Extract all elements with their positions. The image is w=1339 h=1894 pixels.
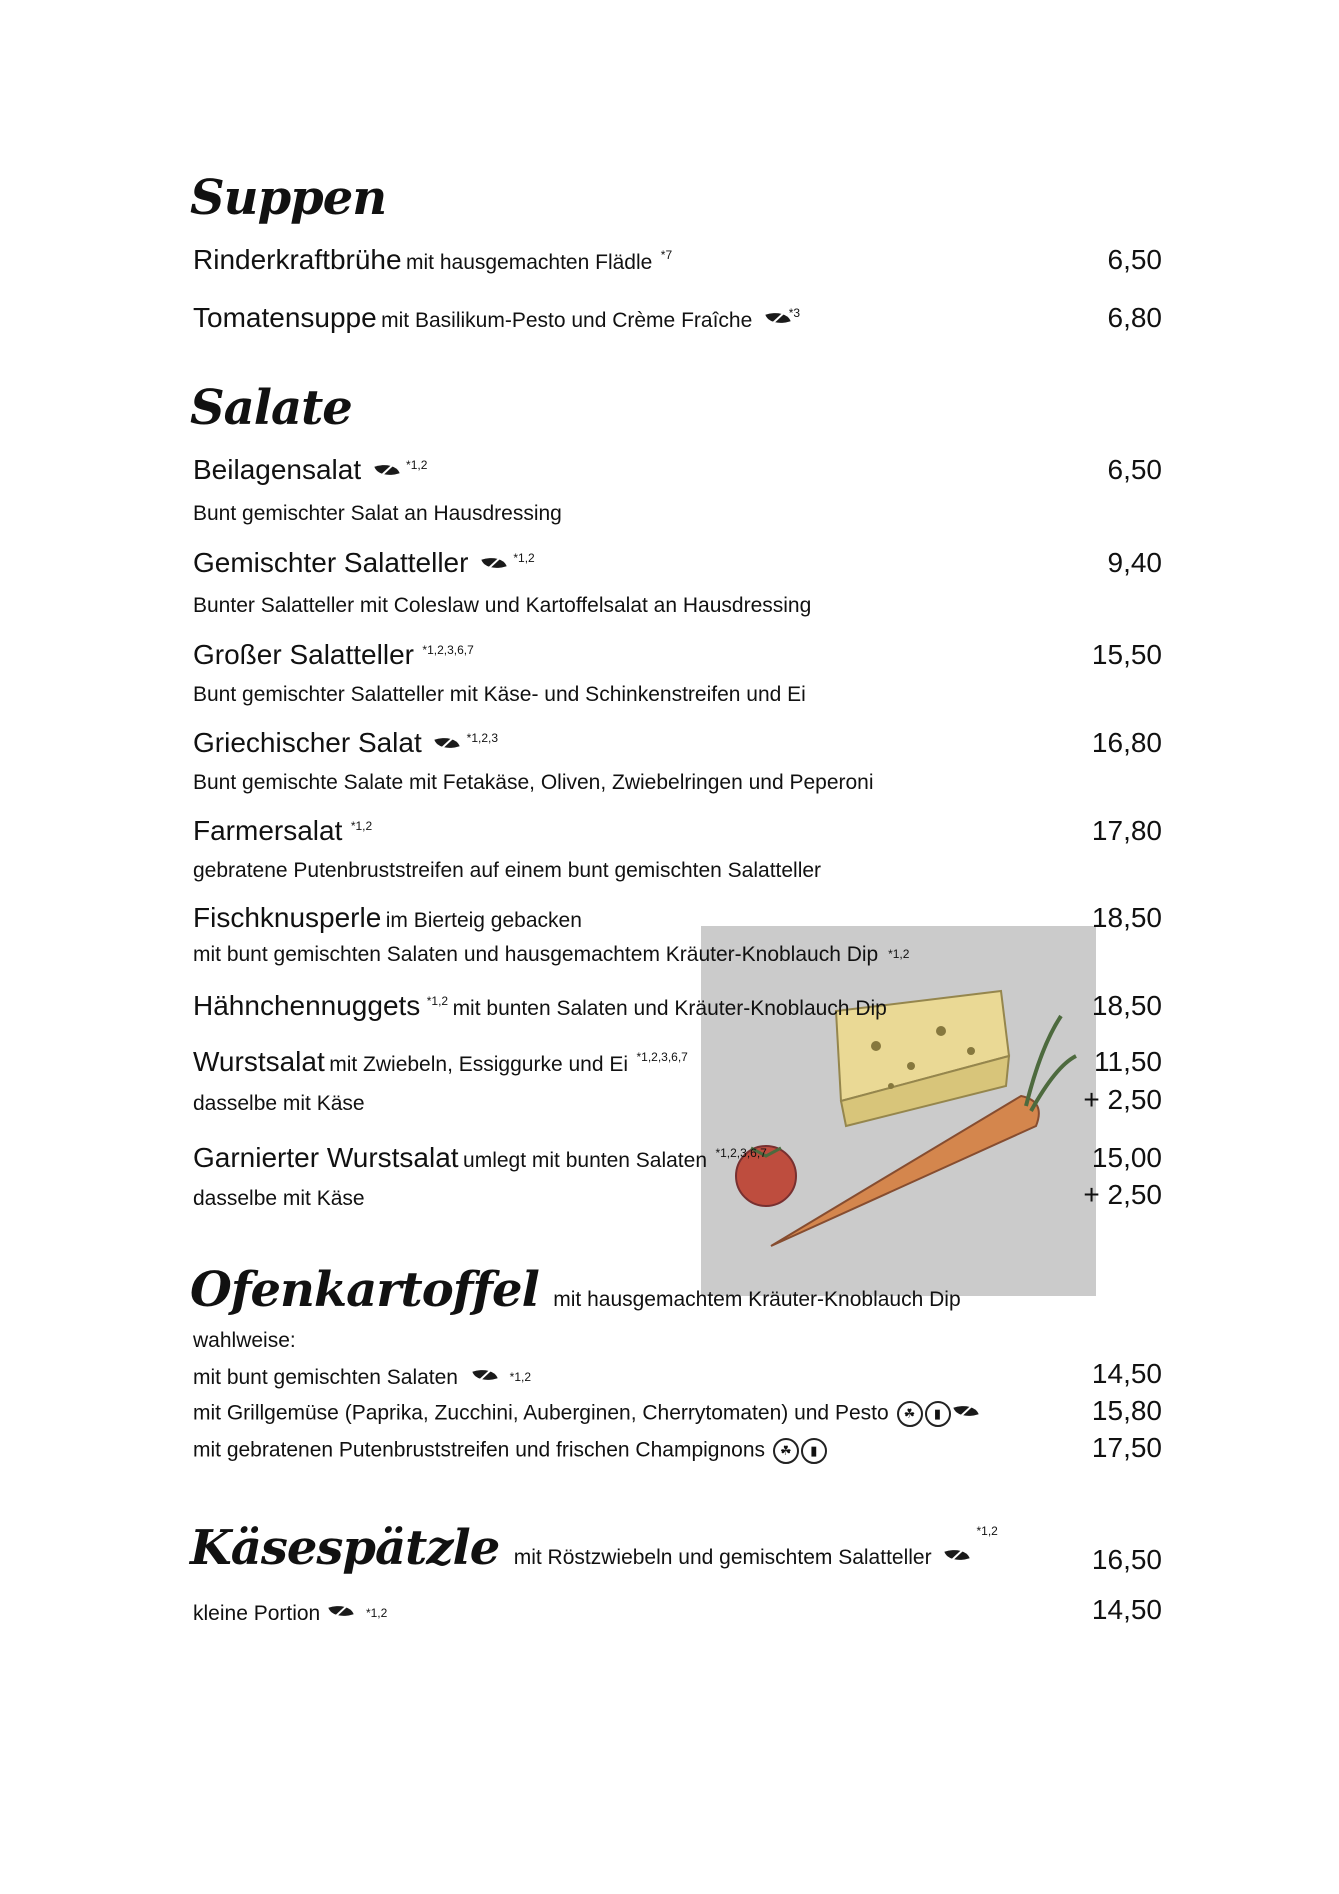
item-description: Bunt gemischter Salat an Hausdressing bbox=[193, 502, 562, 525]
item-price: 15,80 bbox=[1091, 1395, 1162, 1426]
leaf-icon bbox=[953, 1400, 978, 1420]
section-title-kaesespaetzle: Käsespätzle bbox=[190, 1520, 500, 1576]
menu-item-farmersalat bbox=[193, 817, 1162, 853]
allergen-codes: *1,2,3,6,7 bbox=[422, 643, 474, 657]
item-name: Wurstsalat bbox=[193, 1046, 325, 1077]
item-name: Garnierter Wurstsalat bbox=[193, 1142, 459, 1173]
allergen-codes: *1,2 bbox=[426, 994, 449, 1008]
extra-price: + 2,50 bbox=[1083, 1179, 1162, 1210]
allergen-codes: *1,2 bbox=[509, 1370, 532, 1384]
menu-item-tomatensuppe bbox=[193, 304, 1162, 340]
item-label: mit bunt gemischten Salaten bbox=[193, 1366, 458, 1389]
menu-item-kartoffel-grillgemuese bbox=[193, 1397, 1162, 1433]
item-label: mit gebratenen Putenbruststreifen und frischen Champignons bbox=[193, 1438, 766, 1462]
bottle-icon: ▮ bbox=[925, 1401, 951, 1427]
allergen-codes: *1,2 bbox=[513, 551, 535, 565]
item-desc: mit Zwiebeln, Essiggurke und Ei bbox=[329, 1053, 629, 1076]
item-price: 6,50 bbox=[1107, 244, 1162, 275]
menu-item-wurstsalat-kaese bbox=[193, 1086, 1162, 1122]
item-description: gebratene Putenbruststreifen auf einem bunt gemischten Salatteller bbox=[193, 859, 822, 882]
menu-item-kaesespaetzle-klein bbox=[193, 1596, 1162, 1632]
item-description: Bunt gemischter Salatteller mit Käse- und Schinkenstreifen und Ei bbox=[193, 683, 806, 706]
item-price: 6,80 bbox=[1107, 302, 1162, 333]
extra-label: dasselbe mit Käse bbox=[193, 1187, 365, 1210]
menu-item-gemischter-salatteller bbox=[193, 549, 1162, 585]
menu-item-kartoffel-salat bbox=[193, 1360, 1162, 1396]
item-name: Hähnchennuggets bbox=[193, 990, 421, 1021]
allergen-codes: *1,2 bbox=[365, 1606, 388, 1620]
allergen-codes: *1,2,3 bbox=[466, 731, 499, 745]
item-price: 15,00 bbox=[1091, 1142, 1162, 1173]
leaf-icon bbox=[944, 1545, 969, 1565]
item-price: 16,50 bbox=[1091, 1544, 1162, 1575]
extra-label: dasselbe mit Käse bbox=[193, 1092, 365, 1115]
section-header-ofenkartoffel bbox=[190, 1262, 961, 1318]
menu-item-garnierter-wurstsalat bbox=[193, 1144, 1162, 1180]
menu-item-garnierter-kaese bbox=[193, 1181, 1162, 1217]
item-price: 15,50 bbox=[1091, 639, 1162, 670]
menu-item-beilagensalat bbox=[193, 456, 1162, 492]
item-price: 6,50 bbox=[1107, 454, 1162, 485]
item-name: Tomatensuppe bbox=[193, 302, 377, 333]
description-text: mit bunt gemischten Salaten und hausgemachtem Kräuter-Knoblauch Dip bbox=[193, 943, 879, 966]
item-price: 17,50 bbox=[1091, 1432, 1162, 1463]
allergen-codes: *1,2,3,6,7 bbox=[636, 1050, 688, 1064]
allergen-codes: *1,2 bbox=[976, 1524, 998, 1538]
item-price: 11,50 bbox=[1094, 1046, 1162, 1077]
menu-item-rinderkraftbruehe bbox=[193, 246, 1162, 282]
allergen-codes: *1,2 bbox=[888, 947, 910, 961]
wahlweise-label: wahlweise: bbox=[193, 1329, 296, 1352]
leaf-icon bbox=[328, 1601, 353, 1621]
item-price: 14,50 bbox=[1091, 1358, 1162, 1389]
extra-price: + 2,50 bbox=[1083, 1084, 1162, 1115]
item-desc: mit hausgemachten Flädle bbox=[406, 251, 653, 274]
item-name: Großer Salatteller bbox=[193, 639, 414, 670]
allergen-codes: *3 bbox=[788, 306, 801, 320]
item-price: 9,40 bbox=[1107, 547, 1162, 578]
item-price: 16,80 bbox=[1091, 727, 1162, 758]
item-name: Gemischter Salatteller bbox=[193, 547, 469, 578]
item-price: 14,50 bbox=[1091, 1594, 1162, 1625]
item-label: kleine Portion bbox=[193, 1602, 321, 1625]
section-subtitle: mit Röstzwiebeln und gemischtem Salatteller bbox=[513, 1546, 932, 1569]
menu-item-griechischer-salat bbox=[193, 729, 1162, 765]
item-description: Bunt gemischte Salate mit Fetakäse, Oliven, Zwiebelringen und Peperoni bbox=[193, 771, 874, 794]
bottle-icon: ▮ bbox=[801, 1438, 827, 1464]
allergen-codes: *1,2 bbox=[350, 819, 373, 833]
item-name: Beilagensalat bbox=[193, 454, 362, 485]
allergen-codes: *1,2 bbox=[406, 458, 428, 472]
menu-item-kartoffel-pute bbox=[193, 1434, 1162, 1470]
item-desc: im Bierteig gebacken bbox=[385, 909, 582, 932]
menu-item-fischknusperle bbox=[193, 904, 1162, 940]
item-price: 18,50 bbox=[1091, 902, 1162, 933]
allergen-codes: *1,2,3,6,7 bbox=[715, 1146, 767, 1160]
wheat-icon: ☘ bbox=[773, 1438, 799, 1464]
item-label: mit Grillgemüse (Paprika, Zucchini, Auberginen, Cherrytomaten) und Pesto bbox=[193, 1401, 889, 1425]
item-description: Bunter Salatteller mit Coleslaw und Kartoffelsalat an Hausdressing bbox=[193, 594, 812, 617]
menu-item-haehnchennuggets bbox=[193, 992, 1162, 1028]
section-title-salate: Salate bbox=[190, 380, 352, 436]
wheat-icon: ☘ bbox=[897, 1401, 923, 1427]
menu-item-grosser-salatteller bbox=[193, 641, 1162, 677]
item-name: Fischknusperle bbox=[193, 902, 382, 933]
leaf-icon bbox=[472, 1365, 497, 1385]
leaf-icon bbox=[765, 308, 790, 328]
item-desc: mit bunten Salaten und Kräuter-Knoblauch Dip bbox=[452, 997, 887, 1020]
allergen-codes: *7 bbox=[660, 248, 673, 262]
leaf-icon bbox=[435, 733, 460, 753]
item-name: Rinderkraftbrühe bbox=[193, 244, 402, 275]
item-price: 18,50 bbox=[1091, 990, 1162, 1021]
section-title-suppen: Suppen bbox=[190, 170, 387, 226]
item-price: 17,80 bbox=[1091, 815, 1162, 846]
section-title-ofenkartoffel: Ofenkartoffel bbox=[190, 1262, 539, 1318]
item-desc: mit Basilikum-Pesto und Crème Fraîche bbox=[381, 309, 753, 332]
menu-item-wurstsalat bbox=[193, 1048, 1162, 1084]
leaf-icon bbox=[374, 460, 399, 480]
leaf-icon bbox=[481, 553, 506, 573]
item-desc: umlegt mit bunten Salaten bbox=[463, 1149, 707, 1172]
item-name: Farmersalat bbox=[193, 815, 343, 846]
menu-item-kaesespaetzle bbox=[190, 1520, 1162, 1582]
section-subtitle: mit hausgemachtem Kräuter-Knoblauch Dip bbox=[553, 1288, 961, 1311]
item-description bbox=[193, 943, 909, 967]
item-name: Griechischer Salat bbox=[193, 727, 422, 758]
